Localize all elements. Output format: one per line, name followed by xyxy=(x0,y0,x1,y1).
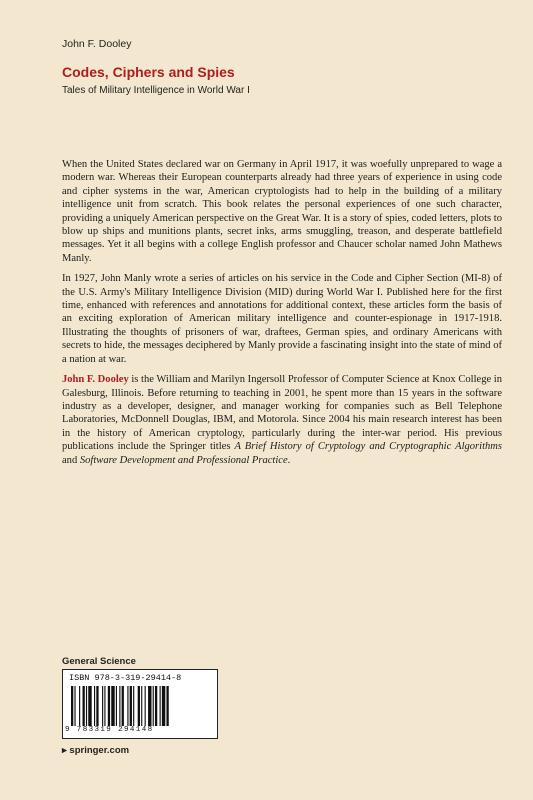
barcode-icon xyxy=(71,686,211,726)
barcode-bar xyxy=(145,686,146,726)
blurb-text xyxy=(62,158,502,474)
barcode-digits: 9 783319 294148 xyxy=(65,726,154,734)
blurb-paragraph-2: In 1927, John Manly wrote a series of articles on his service in the Code and Cipher Section (MI-8) of the U.S. Army's Military Intelligence Division (MID) during World War I. Published here for the first time, enhanced with references and annotations for additional context, these articles form the basis of an exciting exploration of American military intelligence and counter-espionage in 1917-1918. Illustrating the thoughts of prisoners of war, draftees, German spies, and ordinary Americans with secrets to hide, the messages deciphered by Manly provide a fascinating insight into the state of mind of a nation at war. xyxy=(62,273,502,365)
barcode-bar xyxy=(96,686,98,726)
barcode-bar xyxy=(71,686,73,726)
barcode-bar xyxy=(155,686,157,726)
barcode-bar xyxy=(119,686,120,726)
isbn-barcode xyxy=(62,669,218,739)
barcode-bar xyxy=(102,686,103,726)
barcode-bar xyxy=(133,686,134,726)
barcode-bar xyxy=(79,686,80,726)
barcode-bar xyxy=(166,686,168,726)
website-link[interactable]: ▸ springer.com xyxy=(62,745,130,756)
author-name: John F. Dooley xyxy=(62,38,132,50)
barcode-bar xyxy=(141,686,142,726)
book-subtitle: Tales of Military Intelligence in World War I xyxy=(62,85,250,96)
author-bio xyxy=(62,373,502,467)
barcode-bar xyxy=(74,686,75,726)
barcode-bar xyxy=(83,686,85,726)
isbn-text: ISBN 978-3-319-29414-8 xyxy=(69,673,182,683)
barcode-bar xyxy=(116,686,117,726)
bio-author-name: John F. Dooley xyxy=(62,374,129,386)
barcode-bar xyxy=(153,686,154,726)
barcode-bar xyxy=(94,686,95,726)
barcode-bar xyxy=(130,686,132,726)
book-title: Codes, Ciphers and Spies xyxy=(62,64,235,80)
bio-book-1: A Brief History of Cryptology and Cryptographic Algorithms xyxy=(234,441,503,453)
barcode-bar xyxy=(162,686,165,726)
bio-text-2: and xyxy=(62,454,80,466)
bio-book-2: Software Development and Professional Practice xyxy=(79,454,288,466)
barcode-bar xyxy=(86,686,87,726)
barcode-bar xyxy=(104,686,105,726)
barcode-bar xyxy=(148,686,151,726)
bio-text-3: . xyxy=(287,454,291,466)
barcode-bar xyxy=(160,686,161,726)
barcode-bar xyxy=(138,686,140,726)
barcode-bar xyxy=(122,686,124,726)
barcode-bar xyxy=(88,686,91,726)
barcode-bar xyxy=(111,686,114,726)
bio-text-1: is the William and Marilyn Ingersoll Professor of Computer Science at Knox College in Galesburg, Illinois. Before returning to teaching in 2001, he spent more than 15 years in the software industry as a developer, designer, and manager working for companies such as Bell Telephone Laboratories, McDonnell Douglas, IBM, and Motorola. Since 2004 his main research interest has been in the history of American cryptology, particularly during the inter-war period. His previous publications include the Springer titles xyxy=(62,374,502,453)
barcode-bar xyxy=(127,686,128,726)
category-label: General Science xyxy=(62,656,136,667)
blurb-paragraph-1: When the United States declared war on Germany in April 1917, it was woefully unprepared to wage a modern war. Whereas their European counterparts already had three years of experience in using code and cipher systems in the war, American cryptologists had to help in the building of a military intelligence unit from scratch. This book relates the personal experiences of one such character, providing a uniquely American perspective on the Great War. It is a story of spies, coded letters, plots to blow up ships and munitions plants, secret inks, arms smuggling, treason, and desperate battlefield messages. Yet it all begins with a college English professor and Chaucer scholar named John Mathews Manly. xyxy=(62,159,502,264)
barcode-bar xyxy=(108,686,110,726)
